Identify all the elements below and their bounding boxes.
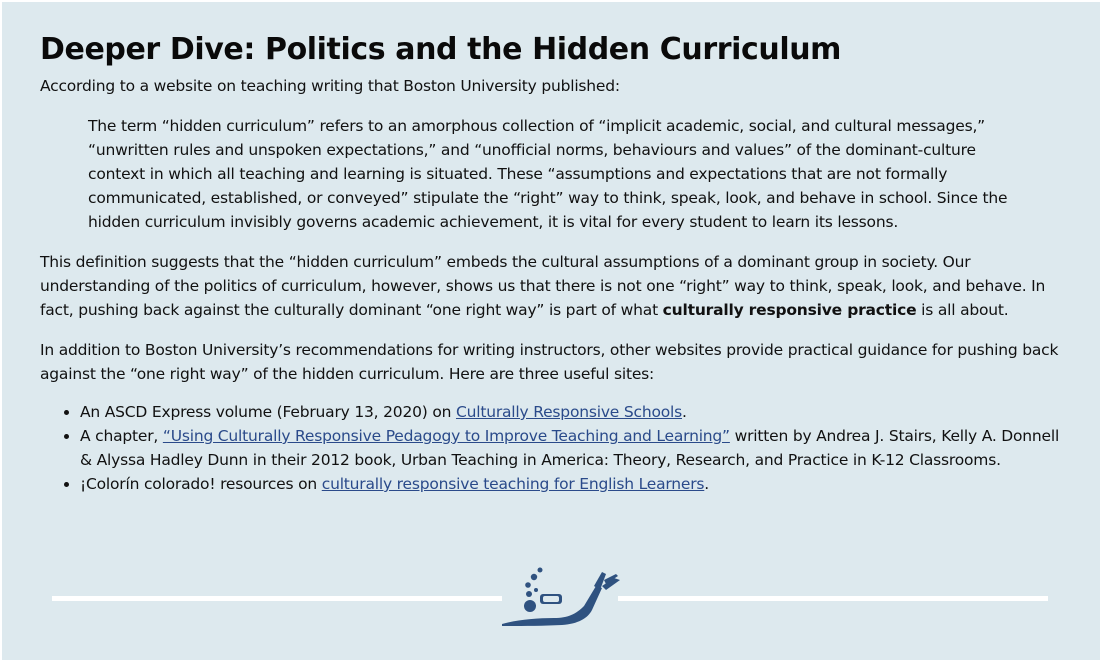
culturally-responsive-schools-link[interactable]: Culturally Responsive Schools <box>455 403 683 421</box>
list-item-text: An ASCD Express volume (February 13, 2020) on <box>80 403 456 421</box>
list-item-text: written by Andrea J. Stairs, Kelly A. Donnell & Alyssa Hadley Dunn in their 2012 book, Urban Teaching in America: Theory, Research, and Practice in K-12 Classrooms. <box>80 427 1060 469</box>
intro-paragraph: According to a website on teaching writing that Boston University published: <box>40 77 620 95</box>
resource-list <box>40 400 1060 496</box>
definition-paragraph <box>40 250 1060 322</box>
scuba-diver-icon <box>498 566 624 628</box>
section-divider-right <box>618 596 1048 601</box>
definition-text-after: is all about. <box>916 301 1009 319</box>
list-item-colorin-colorado <box>80 472 1060 496</box>
list-item-chapter <box>80 424 1060 472</box>
culturally-responsive-pedagogy-link[interactable]: “Using Culturally Responsive Pedagogy to Improve Teaching and Learning” <box>162 427 730 445</box>
hidden-curriculum-quote: The term “hidden curriculum” refers to an amorphous collection of “implicit academic, social, and cultural messages,” “unwritten rules and unspoken expectations,” and “unofficial norms, behaviours and values” of the dominant-culture context in which all teaching and learning is situated. These “assumptions and expectations that are not formally communicated, established, or conveyed” stipulate the “right” way to think, speak, look, and behave in school. Since the hidden curriculum invisibly governs academic achievement, it is vital for every student to learn its lessons. <box>88 117 1008 231</box>
list-item-text: . <box>704 475 710 493</box>
deeper-dive-panel <box>2 2 1100 660</box>
culturally-responsive-practice-term: culturally responsive practice <box>662 301 917 319</box>
additional-sites-paragraph: In addition to Boston University’s recommendations for writing instructors, other websites provide practical guidance for pushing back against the “one right way” of the hidden curriculum. Here are three useful sites: <box>40 341 1059 383</box>
list-item-text: A chapter, <box>80 427 163 445</box>
page-title: Deeper Dive: Politics and the Hidden Curriculum <box>40 32 842 67</box>
list-item-text: ¡Colorín colorado! resources on <box>80 475 322 493</box>
section-divider-left <box>52 596 502 601</box>
english-learners-teaching-link[interactable]: culturally responsive teaching for English Learners <box>321 475 705 493</box>
definition-text-before: This definition suggests that the “hidden curriculum” embeds the cultural assumptions of a dominant group in society. Our understanding of the politics of curriculum, however, shows us that there is not one “right” way to think, speak, look, and behave. In fact, pushing back against the culturally dominant “one right way” is part of what <box>40 253 1046 319</box>
list-item-ascd <box>80 400 1060 424</box>
list-item-text: . <box>682 403 687 421</box>
content-area <box>40 28 1060 496</box>
